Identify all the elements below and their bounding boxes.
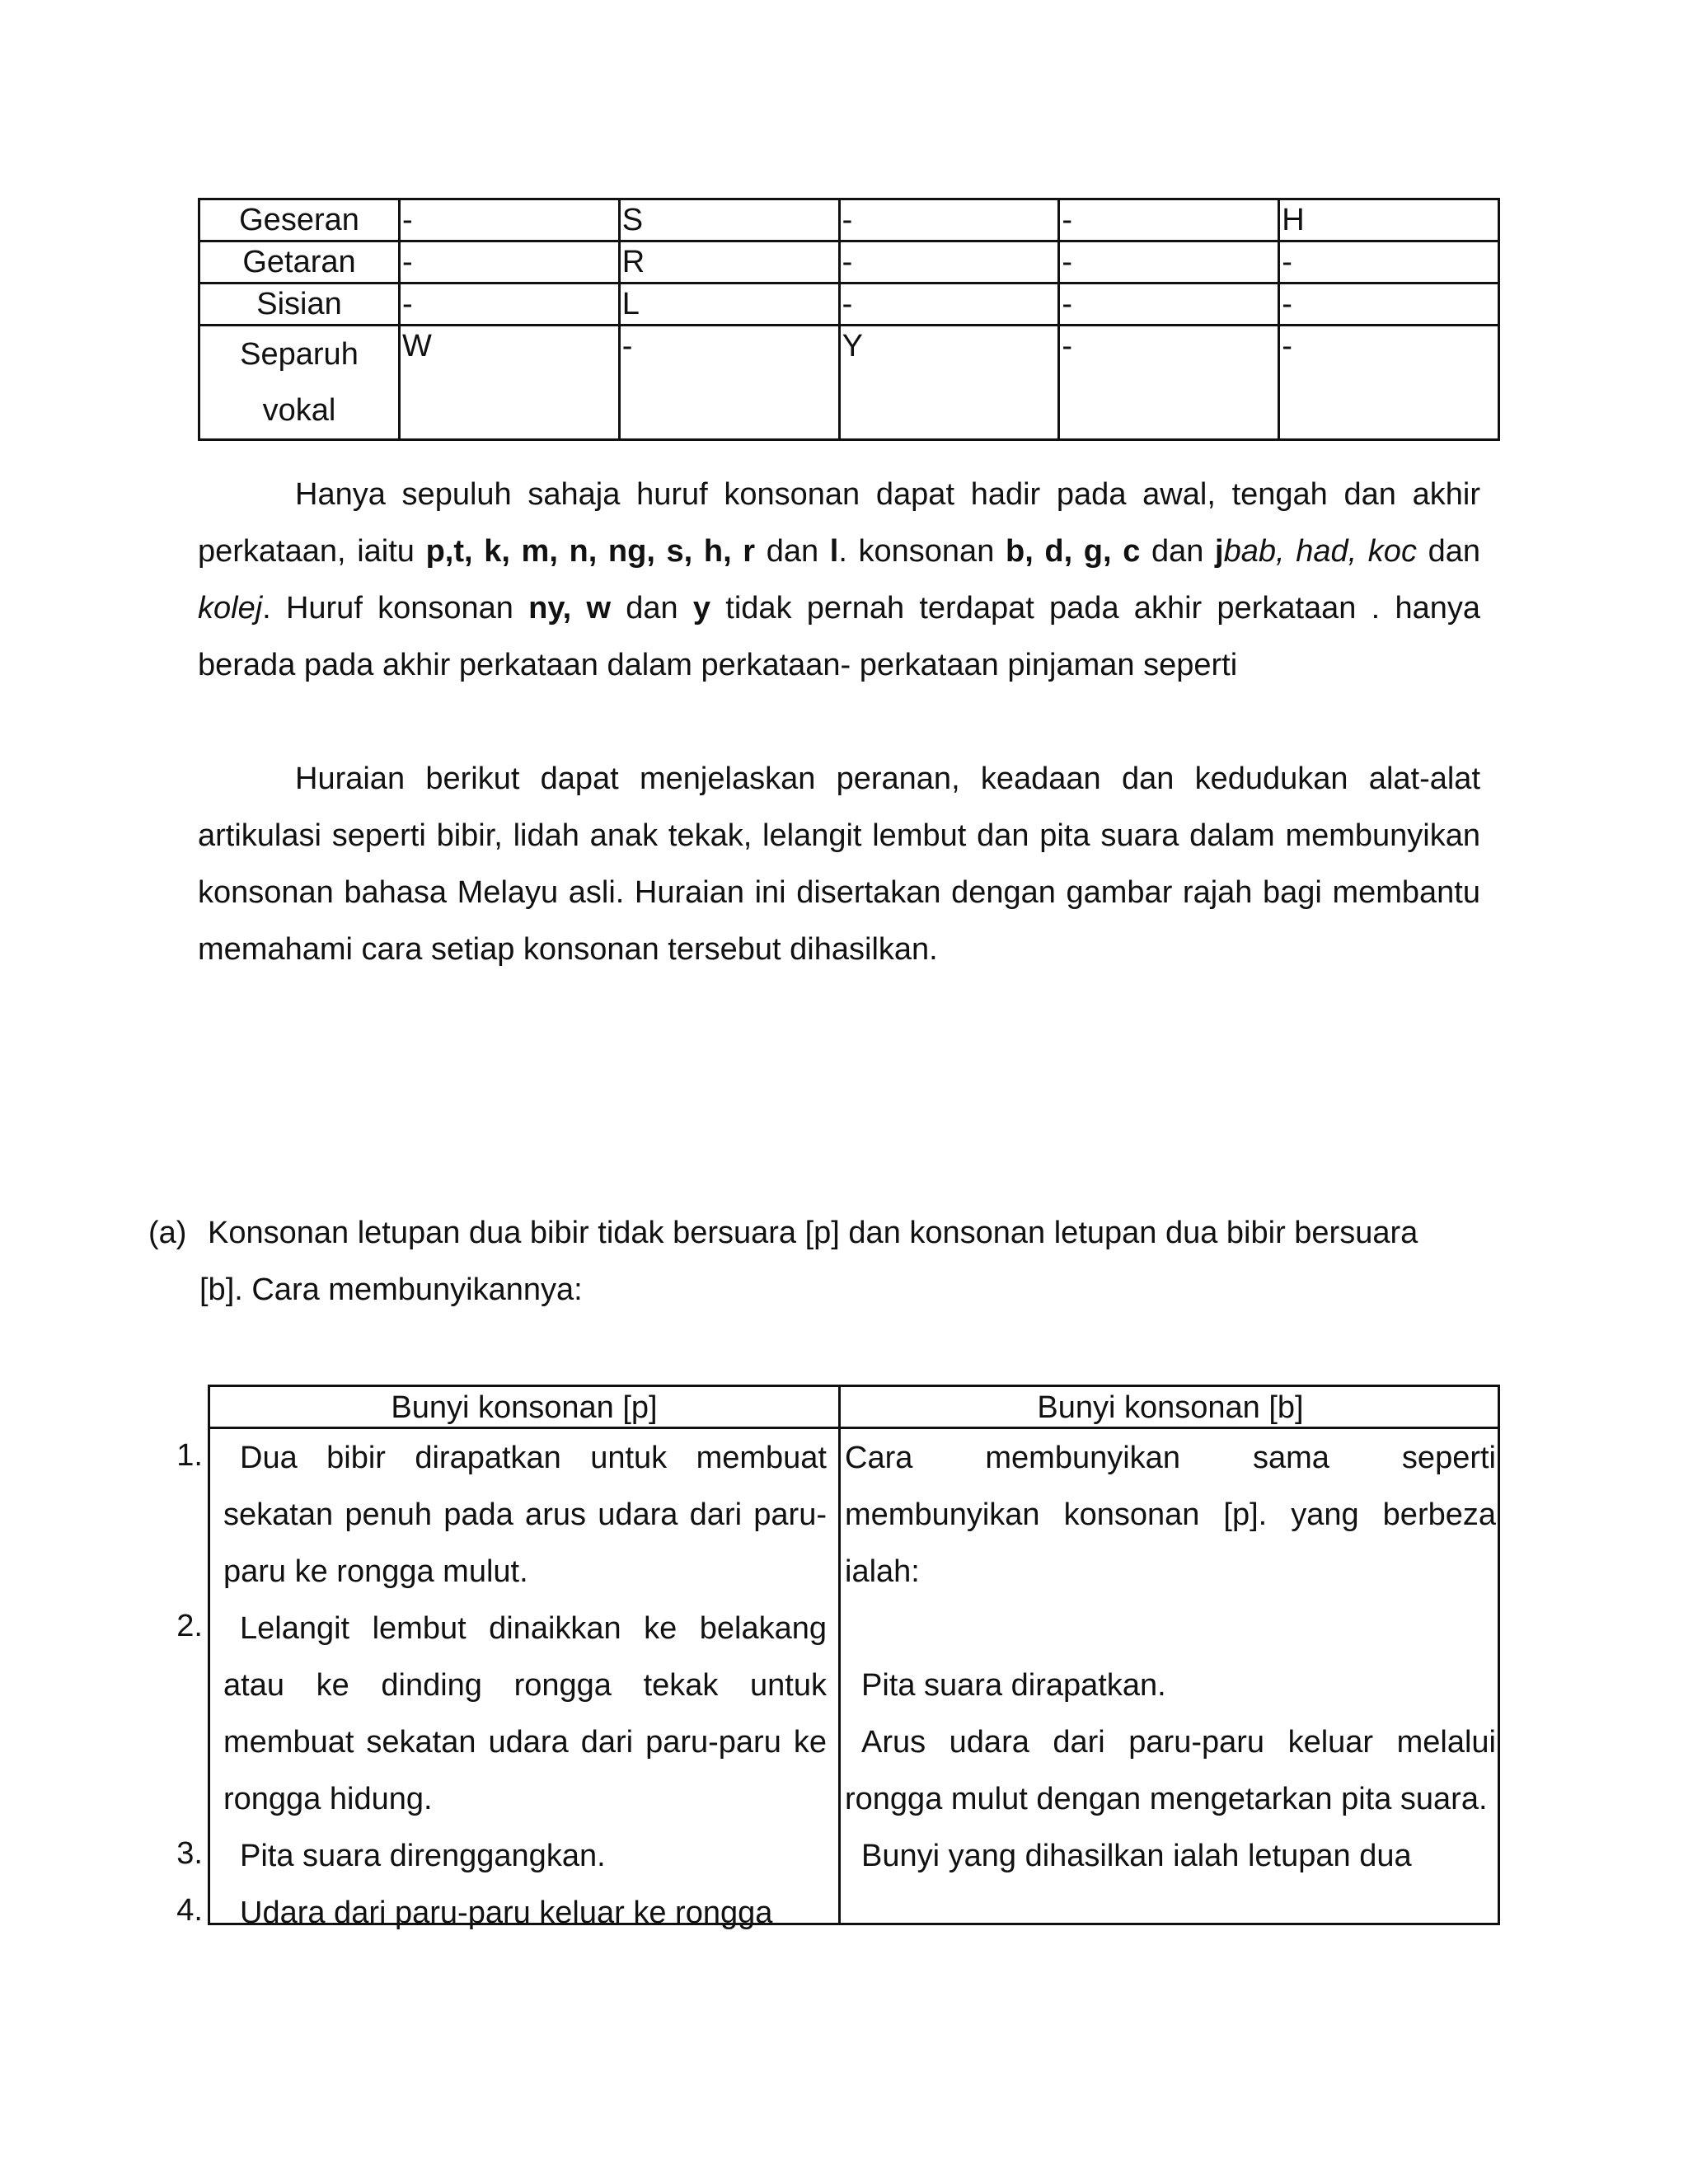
bold-run: l bbox=[829, 534, 839, 569]
row-label: Geseran bbox=[199, 199, 400, 241]
paragraph-articulation: Huraian berikut dapat menjelaskan peranan, keadaan dan kedudukan alat-alat artikulasi seperti bibir, lidah anak tekak, lelangit lembut dan pita suara dalam membunyikan konsonan bahasa Melayu asli. Huraian ini disertakan dengan gambar rajah bagi membantu memahami cara setiap konsonan tersebut dihasilkan. bbox=[198, 762, 1480, 967]
row-label: Getaran bbox=[199, 241, 400, 284]
bold-run: ny, w bbox=[528, 591, 612, 626]
table-cell: - bbox=[1059, 326, 1279, 440]
header-b: Bunyi konsonan [b] bbox=[1037, 1390, 1304, 1425]
text-run: dan bbox=[1140, 534, 1216, 569]
text-run: Hanya sepuluh sahaja huruf konsonan dapat hadir pada awal, tengah dan akhir perkataan, iaitu bbox=[198, 477, 1480, 569]
italic-run: bab, had, koc bbox=[1223, 534, 1417, 569]
p-item: Dua bibir dirapatkan untuk membuat sekatan penuh pada arus udara dari paru-paru ke rongga mulut. bbox=[223, 1441, 827, 1589]
p-item: Lelangit lembut dinaikkan ke belakang atau ke dinding rongga tekak untuk membuat sekatan udara dari paru-paru ke rongga hidung. bbox=[223, 1611, 827, 1816]
item-number: 1. bbox=[176, 1438, 203, 1473]
text-run: dan bbox=[1416, 534, 1480, 569]
section-a-heading bbox=[148, 1205, 1484, 1319]
table-cell: - bbox=[1059, 241, 1279, 284]
bold-run: j bbox=[1215, 534, 1224, 569]
header-p: Bunyi konsonan [p] bbox=[391, 1390, 658, 1425]
table-cell: - bbox=[619, 326, 839, 440]
b-item: Arus udara dari paru-paru keluar melalui rongga mulut dengan mengetarkan pita suara. bbox=[845, 1725, 1496, 1816]
table-row bbox=[199, 241, 1499, 284]
header-divider bbox=[210, 1427, 1498, 1429]
table-cell: - bbox=[839, 199, 1059, 241]
bold-run: b, d, g, c bbox=[1005, 534, 1141, 569]
table-cell: - bbox=[1279, 284, 1499, 326]
column-divider bbox=[838, 1387, 841, 1923]
comparison-table bbox=[208, 1385, 1500, 1930]
table-cell: - bbox=[1279, 241, 1499, 284]
table-cell: - bbox=[1059, 199, 1279, 241]
table-cell: - bbox=[1059, 284, 1279, 326]
bold-run: p,t, k, m, n, ng, s, h, r bbox=[425, 534, 756, 569]
table-cell: - bbox=[400, 241, 620, 284]
table-cell: W bbox=[400, 326, 620, 440]
table-cell: R bbox=[619, 241, 839, 284]
italic-run: kolej bbox=[198, 591, 263, 626]
text-run: . konsonan bbox=[838, 534, 1006, 569]
section-line-2: [b]. Cara membunyikannya: bbox=[199, 1272, 583, 1307]
row-label: Sisian bbox=[199, 284, 400, 326]
table-cell: - bbox=[400, 284, 620, 326]
b-item: Cara membunyikan sama seperti membunyikan konsonan [p]. yang berbeza ialah: bbox=[845, 1441, 1496, 1589]
table-row bbox=[199, 199, 1499, 241]
p-item: Udara dari paru-paru keluar ke rongga bbox=[240, 1896, 773, 1930]
item-number: 4. bbox=[176, 1893, 203, 1928]
table-cell: L bbox=[619, 284, 839, 326]
table-cell: - bbox=[839, 284, 1059, 326]
b-item: Bunyi yang dihasilkan ialah letupan dua bbox=[861, 1839, 1412, 1873]
b-column bbox=[845, 1430, 1496, 1885]
table-cell: - bbox=[1279, 326, 1499, 440]
p-item: Pita suara direnggangkan. bbox=[240, 1839, 606, 1873]
table-cell: S bbox=[619, 199, 839, 241]
b-item: Pita suara dirapatkan. bbox=[861, 1668, 1166, 1703]
text-run: tidak pernah terdapat pada akhir perkataan . hanya berada pada akhir perkataan dalam perkataan- perkataan pinjaman seperti bbox=[198, 591, 1480, 682]
consonant-table bbox=[198, 198, 1500, 441]
item-number: 3. bbox=[176, 1836, 203, 1871]
spacer bbox=[845, 1601, 1496, 1657]
row-label: Separuh vokal bbox=[199, 326, 400, 440]
text-run: . Huruf konsonan bbox=[262, 591, 529, 626]
paragraph-consonant-positions bbox=[198, 466, 1480, 694]
table-cell: - bbox=[400, 199, 620, 241]
section-marker: (a) bbox=[148, 1216, 187, 1250]
table-cell: Y bbox=[839, 326, 1059, 440]
section-line-1: Konsonan letupan dua bibir tidak bersuara [p] dan konsonan letupan dua bibir bersuara bbox=[208, 1216, 1418, 1250]
text-run: dan bbox=[755, 534, 830, 569]
table-row bbox=[199, 284, 1499, 326]
table-cell: H bbox=[1279, 199, 1499, 241]
text-run: dan bbox=[611, 591, 693, 626]
bold-run: y bbox=[692, 591, 711, 626]
table-cell: - bbox=[839, 241, 1059, 284]
item-number: 2. bbox=[176, 1609, 203, 1643]
p-column bbox=[223, 1430, 827, 1942]
table-row bbox=[199, 326, 1499, 440]
